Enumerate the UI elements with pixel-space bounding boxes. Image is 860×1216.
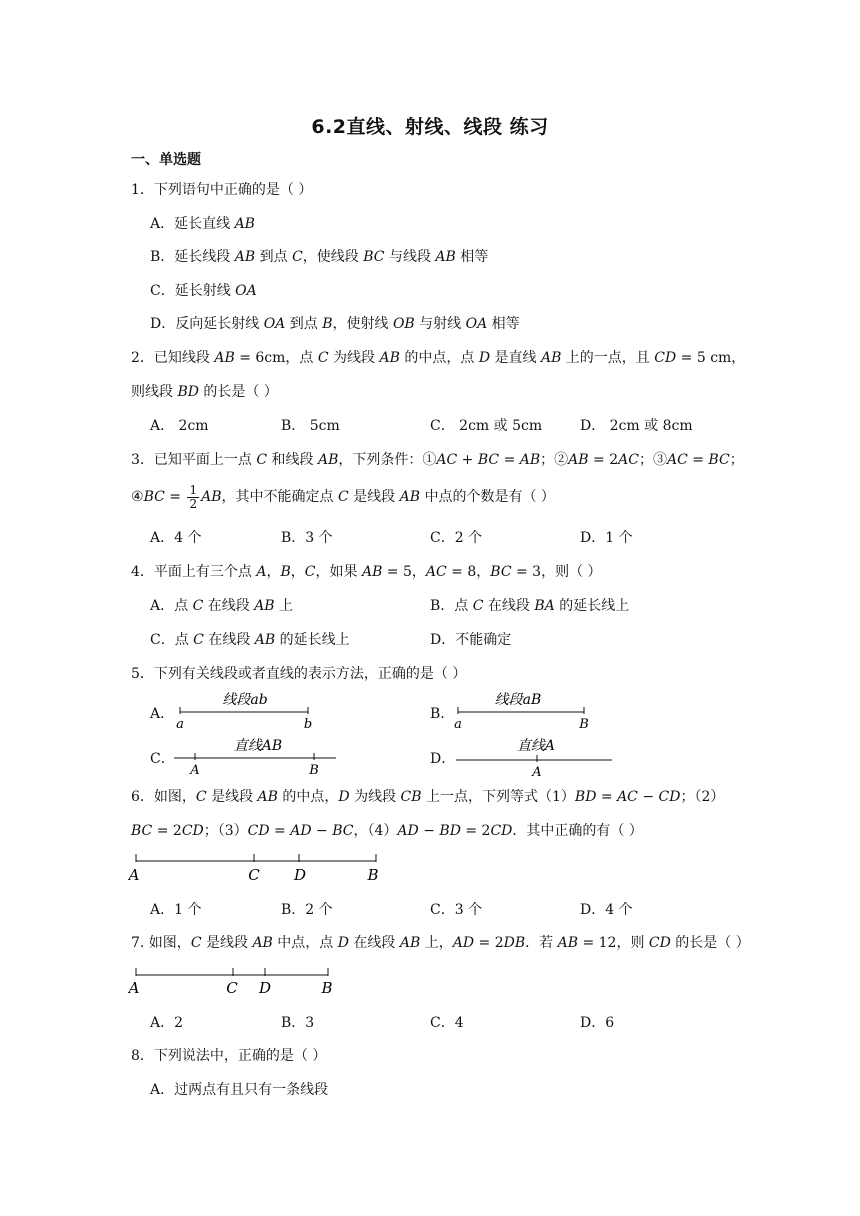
point-label: b	[303, 717, 313, 732]
point-label-c: C	[226, 979, 238, 996]
q2-option-b: B． 5cm	[281, 418, 340, 434]
q7-stem: 7. 如图，C 是线段 AB 中点，点 D 在线段 AB 上，AD = 2DB．若 AB = 12，则 CD 的长是（ ）	[131, 935, 750, 951]
q7-option-d: D．6	[580, 1015, 615, 1031]
q2-option-a: A． 2cm	[150, 418, 209, 434]
q1-option-d: D．反向延长射线 OA 到点 B，使射线 OB 与射线 OA 相等	[150, 316, 520, 332]
q5-option-d-label: D．	[430, 751, 456, 767]
q6-figure	[128, 848, 388, 884]
point-label: a	[454, 717, 462, 732]
q4-option-a: A．点 C 在线段 AB 上	[150, 598, 294, 614]
q6-stem-line1: 6．如图，C 是线段 AB 的中点，D 为线段 CB 上一点，下列等式（1）BD = AC − CD；（2）	[131, 789, 725, 805]
q5-figure-c-label: 直线AB	[233, 738, 283, 754]
fraction-one-half: $\frac{1}{2}$	[189, 483, 198, 511]
q4-option-b: B．点 C 在线段 BA 的延长线上	[430, 598, 630, 614]
q4-stem: 4．平面上有三个点 A，B，C，如果 AB = 5，AC = 8，BC = 3，则（ ）	[131, 564, 602, 580]
q3-stem-line2: ④BC = $\frac{1}{2}$ AB，其中不能确定点 C 是线段 AB 中点的个数是有（ ）	[131, 483, 555, 511]
q5-figure-b-label: 线段aB	[494, 692, 542, 708]
q5-figure-d-label: 直线A	[516, 738, 556, 754]
q7-option-b: B．3	[281, 1015, 315, 1031]
q2-stem-line1: 2．已知线段 AB = 6cm，点 C 为线段 AB 的中点，点 D 是直线 AB 上的一点，且 CD = 5 cm，	[131, 350, 746, 366]
page-title: 6.2直线、射线、线段 练习	[311, 116, 549, 138]
point-label-d: D	[293, 866, 307, 884]
q7-option-a: A．2	[150, 1015, 184, 1031]
q5-figure-b	[452, 686, 602, 732]
q6-option-a: A．1 个	[150, 902, 202, 918]
q5-option-b-label: B．	[430, 706, 455, 722]
q3-option-a: A．4 个	[150, 530, 202, 546]
q2-option-c: C． 2cm 或 5cm	[430, 418, 543, 434]
q1-option-a: A．延长直线 AB	[150, 216, 255, 232]
point-label-c: C	[248, 866, 260, 884]
point-label: B	[579, 717, 589, 732]
q2-stem-line2: 则线段 BD 的长是（ ）	[131, 384, 278, 400]
q6-option-b: B．2 个	[281, 902, 333, 918]
q4-option-d: D．不能确定	[430, 632, 512, 648]
q7-figure	[128, 960, 338, 996]
q3-option-c: C．2 个	[430, 530, 483, 546]
q1-option-b: B．延长线段 AB 到点 C，使线段 BC 与线段 AB 相等	[150, 249, 489, 265]
q1-option-c: C．延长射线 OA	[150, 283, 257, 299]
q5-option-a-label: A．	[150, 706, 175, 722]
q3-option-b: B．3 个	[281, 530, 333, 546]
q6-stem-line2: BC = 2CD；（3）CD = AD − BC，（4）AD − BD = 2CD．其中正确的有（ ）	[131, 823, 643, 839]
section-heading: 一、单选题	[131, 152, 201, 168]
q5-figure-a	[172, 686, 322, 732]
q8-option-a: A．过两点有且只有一条线段	[150, 1082, 329, 1098]
point-label-b: B	[367, 866, 379, 884]
q6-option-c: C．3 个	[430, 902, 483, 918]
point-label: A	[190, 763, 200, 778]
point-label-d: D	[258, 979, 272, 996]
q6-option-d: D．4 个	[580, 902, 633, 918]
point-label-a: A	[128, 866, 140, 884]
point-label: a	[176, 717, 184, 732]
q3-option-d: D．1 个	[580, 530, 633, 546]
q5-figure-d	[452, 732, 622, 778]
q3-stem-line1: 3．已知平面上一点 C 和线段 AB，下列条件：①AC + BC = AB；②AB = 2AC；③AC = BC；	[131, 452, 744, 468]
q4-option-c: C．点 C 在线段 AB 的延长线上	[150, 632, 350, 648]
q7-option-c: C．4	[430, 1015, 464, 1031]
point-label: A	[532, 765, 542, 778]
q8-stem: 8．下列说法中，正确的是（ ）	[131, 1048, 327, 1064]
q5-figure-a-label: 线段ab	[222, 692, 268, 708]
q5-option-c-label: C．	[150, 751, 175, 767]
point-label-a: A	[128, 979, 140, 996]
q5-stem: 5．下列有关线段或者直线的表示方法，正确的是（ ）	[131, 666, 467, 682]
point-label-b: B	[321, 979, 333, 996]
q2-option-d: D． 2cm 或 8cm	[580, 418, 693, 434]
q1-stem: 1．下列语句中正确的是（ ）	[131, 182, 313, 198]
q5-figure-c	[172, 732, 342, 778]
point-label: B	[309, 763, 319, 778]
